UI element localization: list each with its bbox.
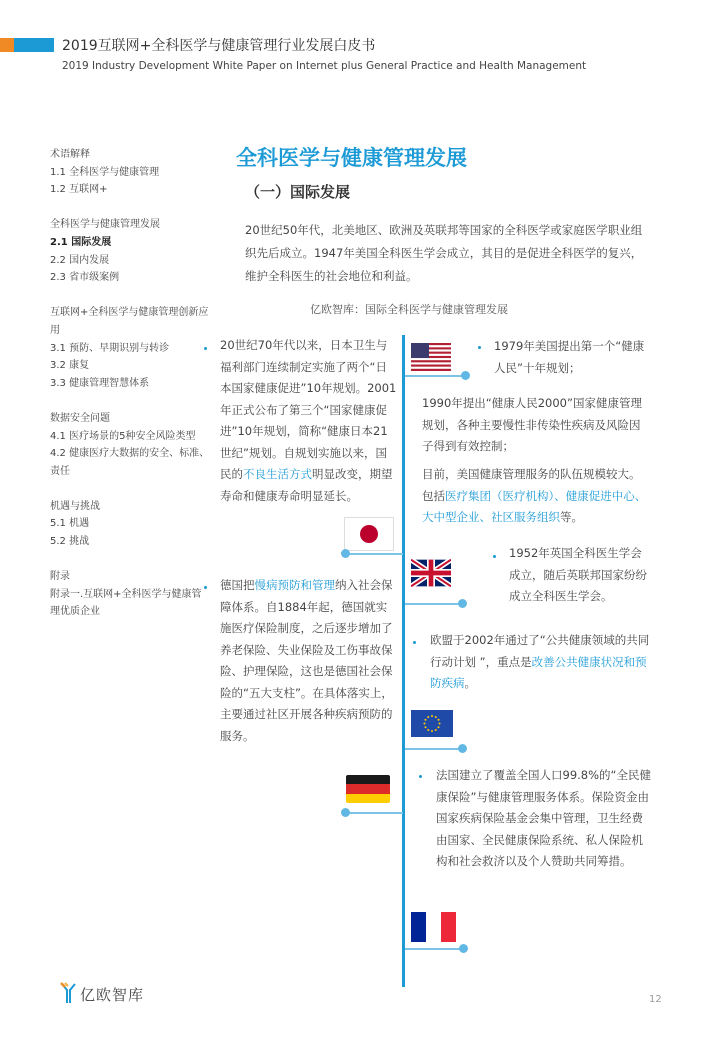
usa-text-3: 目前，美国健康管理服务的队伍规模较大。包括医疗集团（医疗机构）、健康促进中心、大中型企业、社区服务组织等。 <box>422 467 647 524</box>
table-of-contents <box>50 146 220 639</box>
timeline-connector <box>405 748 465 750</box>
usa-flag-icon <box>411 343 451 371</box>
bullet-icon <box>419 775 422 778</box>
toc-item-active[interactable]: 2.1 国际发展 <box>50 236 112 248</box>
toc-item[interactable]: 3.3 健康管理智慧体系 <box>50 377 150 389</box>
timeline-dot <box>461 371 470 380</box>
toc-item[interactable]: 2.2 国内发展 <box>50 254 110 266</box>
report-title: 2019互联网+全科医学与健康管理行业发展白皮书 <box>62 38 376 54</box>
toc-group-opportunities <box>50 498 220 551</box>
bullet-icon <box>478 346 481 349</box>
timeline-dot <box>341 549 350 558</box>
toc-group-security <box>50 410 220 480</box>
header-accent-orange <box>0 38 14 52</box>
logo-text: 亿欧智库 <box>80 986 145 1004</box>
bullet-icon <box>413 641 416 644</box>
toc-item[interactable]: 附录一.互联网+全科医学与健康管理优质企业 <box>50 588 202 618</box>
timeline-dot <box>459 944 468 953</box>
japan-flag-icon <box>344 517 394 551</box>
france-flag-icon <box>411 912 456 942</box>
eu-flag-icon <box>411 710 453 737</box>
bullet-icon <box>493 555 496 558</box>
usa-text-1: 1979年美国提出第一个“健康人民”十年规划； <box>494 339 645 375</box>
timeline-connector <box>345 812 403 814</box>
toc-group-terms <box>50 146 220 199</box>
toc-group-appendix <box>50 568 220 621</box>
timeline-connector <box>405 375 465 377</box>
timeline-connector <box>405 603 465 605</box>
germany-text: 德国把慢病预防和管理纳入社会保障体系。自1884年起，德国就实施医疗保险制度，之后逐步增加了养老保险、失业保险及工伤事故保险、护理保险，这也是德国社会保险的“五大支柱”。在具体落实上，主要通过社区开展各种疾病预防的服务。 <box>220 578 393 743</box>
timeline-connector <box>405 948 465 950</box>
japan-text: 20世纪70年代以来，日本卫生与福利部门连续制定实施了两个“日本国家健康促进”10年规划。2001年正式公布了第三个“国家健康促进”10年规划，简称“健康日本21世纪”规划。自规划实施以来，国民的不良生活方式明显改变，期望寿命和健康寿命明显延长。 <box>220 338 397 503</box>
toc-item[interactable]: 4.2 健康医疗大数据的安全、标准、责任 <box>50 448 210 477</box>
timeline-dot <box>458 599 467 608</box>
page-title: 全科医学与健康管理发展 <box>236 146 467 170</box>
intro-paragraph: 20世纪50年代，北美地区、欧洲及英联邦等国家的全科医学或家庭医学职业组织先后成立。1947年美国全科医生学会成立，其目的是促进全科医学的复兴，维护全科医生的社会地位和利益。 <box>245 223 643 283</box>
toc-item[interactable]: 1.2 互联网+ <box>50 184 108 196</box>
toc-group-title[interactable]: 互联网+全科医学与健康管理创新应用 <box>50 307 209 336</box>
toc-group-title[interactable]: 数据安全问题 <box>50 412 110 424</box>
timeline-dot <box>458 744 467 753</box>
section-title: （一）国际发展 <box>245 183 351 201</box>
toc-group-title[interactable]: 全科医学与健康管理发展 <box>50 219 160 231</box>
timeline-axis <box>402 335 405 987</box>
toc-item[interactable]: 5.2 挑战 <box>50 536 90 548</box>
bullet-icon <box>204 586 207 589</box>
toc-item[interactable]: 4.1 医疗场景的5种安全风险类型 <box>50 430 196 442</box>
bullet-icon <box>204 347 207 350</box>
eu-text: 欧盟于2002年通过了“公共健康领域的共同行动计划 ”，重点是改善公共健康状况和预防疾病。 <box>430 633 650 690</box>
toc-item[interactable]: 2.3 省市级案例 <box>50 272 120 284</box>
toc-item[interactable]: 3.1 预防、早期识别与转诊 <box>50 342 170 354</box>
toc-item[interactable]: 5.1 机遇 <box>50 518 90 530</box>
toc-group-innovation <box>50 304 220 392</box>
figure-caption: 亿欧智库：国际全科医学与健康管理发展 <box>310 303 508 316</box>
toc-group-development <box>50 216 220 286</box>
toc-item[interactable]: 1.1 全科医学与健康管理 <box>50 166 160 178</box>
toc-group-title[interactable]: 附录 <box>50 571 70 583</box>
uk-text: 1952年英国全科医生学会成立，随后英联邦国家纷纷成立全科医生学会。 <box>509 546 647 603</box>
toc-group-title[interactable]: 术语解释 <box>50 149 90 160</box>
usa-text-2: 1990年提出“健康人民2000”国家健康管理规划，各种主要慢性非传染性疾病及风险因子得到有效控制； <box>422 396 642 453</box>
germany-flag-icon <box>346 775 390 803</box>
logo-icon <box>60 982 78 1004</box>
uk-flag-icon <box>411 559 451 587</box>
france-text: 法国建立了覆盖全国人口99.8%的“全民健康保险”与健康管理服务体系。保险资金由国家疾病保险基金会集中管理，卫生经费由国家、全民健康保险系统、私人保险机构和社会救济以及个人赞助共同筹措。 <box>436 768 651 868</box>
timeline-connector <box>345 553 403 555</box>
timeline-dot <box>341 808 350 817</box>
report-subtitle: 2019 Industry Development White Paper on Internet plus General Practice and Health Management <box>62 60 587 72</box>
page-number: 12 <box>649 994 662 1005</box>
toc-group-title[interactable]: 机遇与挑战 <box>50 500 100 512</box>
header-accent-blue <box>14 38 54 52</box>
toc-item[interactable]: 3.2 康复 <box>50 360 90 372</box>
